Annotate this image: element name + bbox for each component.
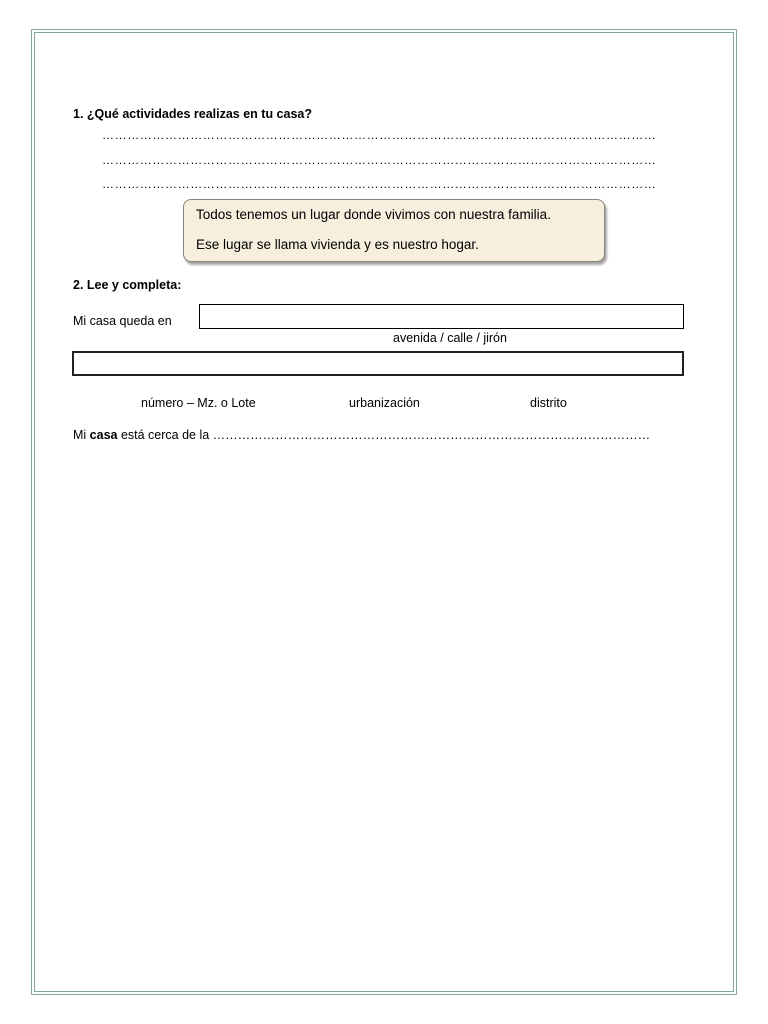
address-details-input-box[interactable] — [72, 351, 684, 376]
callout-line-2: Ese lugar se llama vivienda y es nuestro hogar. — [196, 237, 479, 252]
near-suffix-line: está cerca de la …………………………………………………………………………………………… — [117, 428, 651, 442]
near-sentence[interactable] — [73, 427, 650, 443]
question-1-label: 1. ¿Qué actividades realizas en tu casa? — [73, 107, 312, 121]
street-hint-label: avenida / calle / jirón — [393, 331, 507, 345]
question-2-label: 2. Lee y completa: — [73, 278, 182, 292]
district-hint-label: distrito — [530, 396, 567, 410]
near-bold-word: casa — [89, 428, 118, 442]
info-callout — [183, 199, 605, 262]
urbanization-hint-label: urbanización — [349, 396, 420, 410]
number-hint-label: número – Mz. o Lote — [141, 396, 256, 410]
near-prefix: Mi — [73, 428, 90, 442]
answer-line-3[interactable]: …………………………………………………………………………………………………………………… — [102, 177, 657, 191]
address-prefix-label: Mi casa queda en — [73, 314, 172, 328]
page-border-inner — [34, 32, 734, 992]
street-input-box[interactable] — [199, 304, 684, 329]
callout-line-1: Todos tenemos un lugar donde vivimos con nuestra familia. — [196, 207, 551, 222]
answer-line-1[interactable]: …………………………………………………………………………………………………………………… — [102, 128, 657, 142]
answer-line-2[interactable]: …………………………………………………………………………………………………………………… — [102, 153, 657, 167]
